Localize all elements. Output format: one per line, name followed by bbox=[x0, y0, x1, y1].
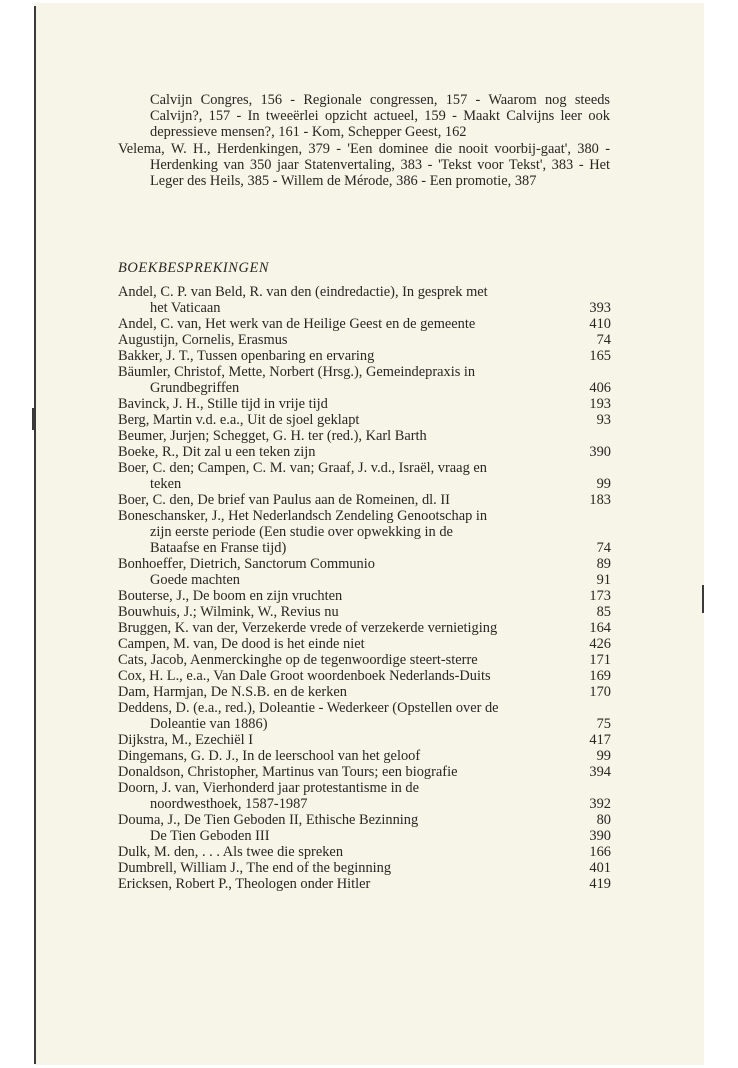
index-entry bbox=[118, 748, 611, 764]
index-entry bbox=[118, 620, 611, 636]
entry-title: Dulk, M. den, . . . Als twee die spreken bbox=[118, 844, 344, 860]
entry-title: Donaldson, Christopher, Martinus van Tours; een biografie bbox=[118, 764, 458, 780]
entry-page-number: 410 bbox=[589, 316, 611, 332]
entry-title: Dingemans, G. D. J., In de leerschool van het geloof bbox=[118, 748, 421, 764]
entry-title: Boer, C. den, De brief van Paulus aan de Romeinen, dl. II bbox=[118, 492, 450, 508]
entry-page-number: 417 bbox=[589, 732, 611, 748]
section-heading: BOEKBESPREKINGEN bbox=[118, 260, 270, 276]
index-entry bbox=[118, 284, 611, 316]
index-entry bbox=[118, 812, 611, 828]
entry-page-number: 390 bbox=[589, 444, 611, 460]
index-entry bbox=[118, 364, 611, 396]
entry-page-number: 193 bbox=[589, 396, 611, 412]
previous-index-continuation bbox=[118, 92, 610, 189]
index-entry bbox=[118, 780, 611, 812]
entry-title: Andel, C. van, Het werk van de Heilige Geest en de gemeente bbox=[118, 316, 476, 332]
entry-page-number: 171 bbox=[589, 652, 611, 668]
entry-page-number: 99 bbox=[596, 476, 611, 492]
entry-title: Campen, M. van, De dood is het einde niet bbox=[118, 636, 365, 652]
entry-page-number: 165 bbox=[589, 348, 611, 364]
entry-title: Bavinck, J. H., Stille tijd in vrije tijd bbox=[118, 396, 328, 412]
edge-mark bbox=[32, 408, 35, 430]
book-review-index bbox=[118, 284, 611, 892]
entry-title: Bouterse, J., De boom en zijn vruchten bbox=[118, 588, 343, 604]
entry-page-number: 93 bbox=[596, 412, 611, 428]
entry-page-number: 85 bbox=[596, 604, 611, 620]
entry-title: Goede machten bbox=[150, 572, 240, 588]
index-entry bbox=[118, 700, 611, 732]
entry-title: Cats, Jacob, Aenmerckinghe op de tegenwoordige steert-sterre bbox=[118, 652, 478, 668]
entry-title: De Tien Geboden III bbox=[150, 828, 270, 844]
index-entry bbox=[118, 652, 611, 668]
entry-page-number: 74 bbox=[596, 332, 611, 348]
index-entry bbox=[118, 556, 611, 572]
edge-mark bbox=[702, 585, 704, 613]
index-entry bbox=[118, 588, 611, 604]
index-entry bbox=[118, 860, 611, 876]
index-entry bbox=[118, 444, 611, 460]
entry-title: Deddens, D. (e.a., red.), Doleantie - Wederkeer (Opstellen over de Doleantie van 1886) bbox=[118, 700, 499, 732]
index-entry bbox=[118, 316, 611, 332]
entry-title: Beumer, Jurjen; Schegget, G. H. ter (red.), Karl Barth bbox=[118, 428, 427, 444]
entry-title: Boneschansker, J., Het Nederlandsch Zendeling Genootschap in zijn eerste periode (Een studie over opwekking in de Bataafse en Franse tijd) bbox=[118, 508, 488, 556]
entry-page-number: 394 bbox=[589, 764, 611, 780]
entry-title: Augustijn, Cornelis, Erasmus bbox=[118, 332, 288, 348]
entry-page-number: 170 bbox=[589, 684, 611, 700]
index-entry bbox=[118, 492, 611, 508]
entry-page-number: 75 bbox=[596, 716, 611, 732]
entry-title: Doorn, J. van, Vierhonderd jaar protestantisme in de noordwesthoek, 1587-1987 bbox=[118, 780, 419, 812]
entry-title: Bouwhuis, J.; Wilmink, W., Revius nu bbox=[118, 604, 339, 620]
index-entry bbox=[118, 460, 611, 492]
entry-title: Douma, J., De Tien Geboden II, Ethische Bezinning bbox=[118, 812, 419, 828]
entry-title: Dumbrell, William J., The end of the beginning bbox=[118, 860, 392, 876]
entry-title: Bonhoeffer, Dietrich, Sanctorum Communio bbox=[118, 556, 375, 572]
entry-page-number: 91 bbox=[596, 572, 611, 588]
entry-page-number: 166 bbox=[589, 844, 611, 860]
entry-page-number: 74 bbox=[596, 540, 611, 556]
entry-title: Cox, H. L., e.a., Van Dale Groot woordenboek Nederlands-Duits bbox=[118, 668, 491, 684]
entry-title: Bäumler, Christof, Mette, Norbert (Hrsg.), Gemeindepraxis in Grundbegriffen bbox=[118, 364, 476, 396]
entry-title: Dijkstra, M., Ezechiël I bbox=[118, 732, 254, 748]
entry-page-number: 80 bbox=[596, 812, 611, 828]
index-entry bbox=[118, 412, 611, 428]
entry-page-number: 99 bbox=[596, 748, 611, 764]
entry-title: Dam, Harmjan, De N.S.B. en de kerken bbox=[118, 684, 347, 700]
entry-page-number: 169 bbox=[589, 668, 611, 684]
index-entry bbox=[118, 332, 611, 348]
index-entry bbox=[118, 604, 611, 620]
entry-page-number: 426 bbox=[589, 636, 611, 652]
entry-page-number: 393 bbox=[589, 300, 611, 316]
entry-title: Ericksen, Robert P., Theologen onder Hitler bbox=[118, 876, 371, 892]
entry-page-number: 419 bbox=[589, 876, 611, 892]
entry-page-number: 183 bbox=[589, 492, 611, 508]
entry-title: Bruggen, K. van der, Verzekerde vrede of verzekerde vernietiging bbox=[118, 620, 498, 636]
entry-title: Boeke, R., Dit zal u een teken zijn bbox=[118, 444, 316, 460]
index-entry bbox=[118, 844, 611, 860]
index-entry bbox=[118, 668, 611, 684]
index-entry bbox=[118, 508, 611, 556]
entry-title: Berg, Martin v.d. e.a., Uit de sjoel geklapt bbox=[118, 412, 360, 428]
entry-page-number: 390 bbox=[589, 828, 611, 844]
index-entry bbox=[118, 732, 611, 748]
page-edge-line bbox=[34, 6, 36, 1064]
index-entry bbox=[118, 428, 611, 444]
entry-page-number: 401 bbox=[589, 860, 611, 876]
index-entry bbox=[118, 572, 611, 588]
index-entry bbox=[118, 396, 611, 412]
entry-page-number: 89 bbox=[596, 556, 611, 572]
index-entry bbox=[118, 348, 611, 364]
entry-title: Bakker, J. T., Tussen openbaring en ervaring bbox=[118, 348, 375, 364]
entry-title: Boer, C. den; Campen, C. M. van; Graaf, J. v.d., Israël, vraag en teken bbox=[118, 460, 487, 492]
index-entry bbox=[118, 684, 611, 700]
entry-page-number: 392 bbox=[589, 796, 611, 812]
index-entry-calvijn-congres: Calvijn Congres, 156 - Regionale congressen, 157 - Waarom nog steeds Calvijn?, 157 - In tweeërlei opzicht actueel, 159 - Maakt Calvijns leer ook depressieve mensen?, 161 - Kom, Schepper Geest, 162 bbox=[150, 92, 610, 141]
index-entry bbox=[118, 828, 611, 844]
index-entry bbox=[118, 764, 611, 780]
entry-page-number: 164 bbox=[589, 620, 611, 636]
index-entry-velema: Velema, W. H., Herdenkingen, 379 - 'Een dominee die nooit voorbij-gaat', 380 - Herdenking van 350 jaar Statenvertaling, 383 - 'Tekst voor Tekst', 383 - Het Leger des Heils, 385 - Willem de Mérode, 386 - Een promotie, 387 bbox=[118, 140, 610, 190]
entry-page-number: 406 bbox=[589, 380, 611, 396]
index-entry bbox=[118, 636, 611, 652]
entry-page-number: 173 bbox=[589, 588, 611, 604]
entry-title: Andel, C. P. van Beld, R. van den (eindredactie), In gesprek met het Vaticaan bbox=[118, 284, 488, 316]
index-entry bbox=[118, 876, 611, 892]
